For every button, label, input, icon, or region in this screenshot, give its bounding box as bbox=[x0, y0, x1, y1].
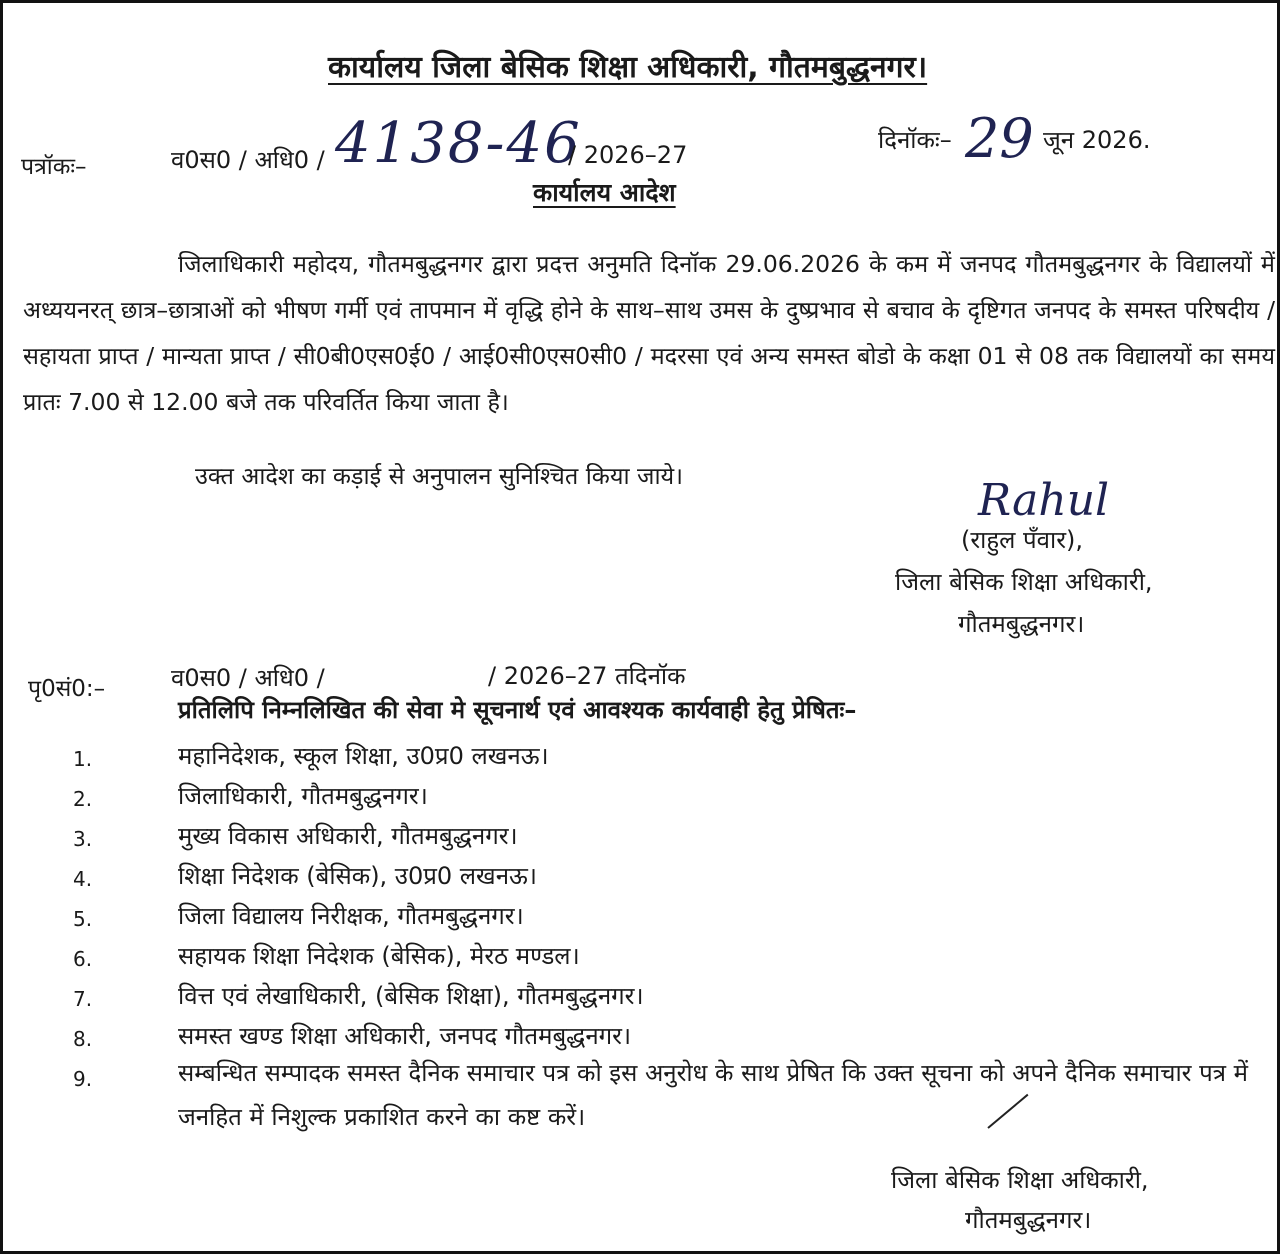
office-heading: कार्यालय जिला बेसिक शिक्षा अधिकारी, गौतमबुद्धनगर। bbox=[328, 50, 928, 85]
signatory-name: (राहुल पँवार), bbox=[961, 526, 1084, 554]
order-title: कार्यालय आदेश bbox=[533, 178, 676, 207]
list-item bbox=[63, 739, 1263, 779]
list-item bbox=[63, 859, 1263, 899]
date-month-year: जून 2026. bbox=[1043, 126, 1151, 154]
recipient-number: 2. bbox=[73, 787, 93, 811]
reference-label: पत्रॉकः– bbox=[21, 154, 87, 180]
list-item bbox=[63, 819, 1263, 859]
recipient-text: मुख्य विकास अधिकारी, गौतमबुद्धनगर। bbox=[178, 822, 518, 850]
footer-signatory-location: गौतमबुद्धनगर। bbox=[965, 1206, 1092, 1234]
copy-reference-prefix: व0स0 / अधि0 / bbox=[171, 664, 325, 692]
copy-intro: प्रतिलिपि निम्नलिखित की सेवा मे सूचनार्थ एवं आवश्यक कार्यवाही हेतु प्रेषितः– bbox=[178, 696, 857, 724]
recipient-number: 1. bbox=[73, 747, 93, 771]
compliance-line: उक्त आदेश का कड़ाई से अनुपालन सुनिश्चित किया जाये। bbox=[195, 462, 684, 490]
recipient-text: शिक्षा निदेशक (बेसिक), उ0प्र0 लखनऊ। bbox=[178, 862, 537, 890]
footer-signatory-title: जिला बेसिक शिक्षा अधिकारी, bbox=[891, 1166, 1149, 1194]
recipient-text: समस्त खण्ड शिक्षा अधिकारी, जनपद गौतमबुद्धनगर। bbox=[178, 1022, 632, 1050]
recipient-text: जिलाधिकारी, गौतमबुद्धनगर। bbox=[178, 782, 428, 810]
reference-suffix: / 2026–27 bbox=[568, 141, 688, 169]
recipient-text: सहायक शिक्षा निदेशक (बेसिक), मेरठ मण्डल। bbox=[178, 942, 580, 970]
signatory-title: जिला बेसिक शिक्षा अधिकारी, bbox=[895, 568, 1153, 596]
recipient-number: 8. bbox=[73, 1027, 93, 1051]
reference-number-handwritten: 4138-46 bbox=[335, 111, 582, 176]
list-item bbox=[63, 979, 1263, 1019]
recipient-number: 9. bbox=[73, 1067, 93, 1091]
signatory-location: गौतमबुद्धनगर। bbox=[958, 610, 1085, 638]
recipient-number: 4. bbox=[73, 867, 93, 891]
recipient-list bbox=[63, 739, 1263, 1141]
recipient-text: महानिदेशक, स्कूल शिक्षा, उ0प्र0 लखनऊ। bbox=[178, 742, 549, 770]
date-day-handwritten: 29 bbox=[965, 107, 1034, 170]
recipient-number: 3. bbox=[73, 827, 93, 851]
recipient-number: 7. bbox=[73, 987, 93, 1011]
reference-prefix: व0स0 / अधि0 / bbox=[171, 146, 325, 174]
recipient-number: 5. bbox=[73, 907, 93, 931]
recipient-number: 6. bbox=[73, 947, 93, 971]
recipient-text: सम्बन्धित सम्पादक समस्त दैनिक समाचार पत्र को इस अनुरोध के साथ प्रेषित कि उक्त सूचना को अपने दैनिक समाचार पत्र में जनहित में निशुल्क प्रकाशित करने का कष्ट करें। bbox=[178, 1059, 1248, 1131]
signature-scrawl: Rahul bbox=[978, 475, 1110, 526]
copy-reference-suffix: / 2026–27 तदिनॉक bbox=[488, 662, 686, 690]
recipient-text: वित्त एवं लेखाधिकारी, (बेसिक शिक्षा), गौतमबुद्धनगर। bbox=[178, 982, 644, 1010]
date-label: दिनॉकः– bbox=[878, 126, 952, 154]
order-body-paragraph: जिलाधिकारी महोदय, गौतमबुद्धनगर द्वारा प्रदत्त अनुमति दिनॉक 29.06.2026 के कम में जनपद गौतमबुद्धनगर के विद्यालयों में अध्ययनरत् छात्र–छात्राओं को भीषण गर्मी एवं तापमान में वृद्धि होने के साथ–साथ उमस के दुष्प्रभाव से बचाव के दृष्टिगत जनपद के समस्त परिषदीय / सहायता प्राप्त / मान्यता प्राप्त / सी0बी0एस0ई0 / आई0सी0एस0सी0 / मदरसा एवं अन्य समस्त बोडो के कक्षा 01 से 08 तक विद्यालयों का समय प्रातः 7.00 से 12.00 बजे तक परिवर्तित किया जाता है। bbox=[23, 250, 1275, 416]
copy-reference-label: पृ0सं0:– bbox=[28, 676, 106, 702]
recipient-text: जिला विद्यालय निरीक्षक, गौतमबुद्धनगर। bbox=[178, 902, 524, 930]
list-item bbox=[63, 1059, 1263, 1141]
list-item bbox=[63, 939, 1263, 979]
list-item bbox=[63, 899, 1263, 939]
list-item bbox=[63, 779, 1263, 819]
